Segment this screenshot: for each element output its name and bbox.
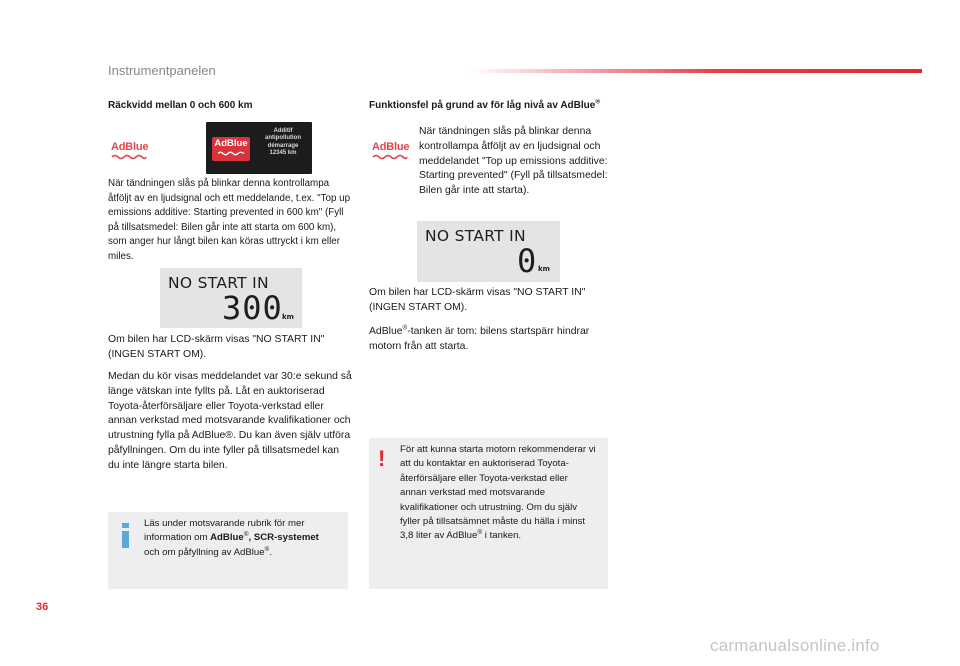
left-paragraph-1: När tändningen slås på blinkar denna kontrollampa åtföljt av en ljudsignal och ett meddelande, t.ex. "Top up emissions additive: Starting prevented in 600 km" (Fyll på tillsatsmedel: Bilen går inte att starta om 600 km), som anger hur långt bilen kan köras uttryckt i km eller miles. <box>108 178 351 262</box>
info-text-bold: AdBlue <box>210 532 244 544</box>
lcd-label: NO START IN <box>425 227 526 245</box>
right-heading <box>369 100 600 111</box>
lcd-label: NO START IN <box>168 274 269 292</box>
watermark: carmanualsonline.info <box>710 636 880 655</box>
info-text-part: och om påfyllning av AdBlue <box>144 546 265 558</box>
lcd-value: 300 <box>222 289 283 327</box>
right-paragraph-2: Om bilen har LCD-skärm visas "NO START IN" (INGEN START OM). <box>369 287 586 313</box>
adblue-logo-text: AdBlue <box>372 141 410 153</box>
lcd-value: 0 <box>517 242 538 280</box>
right-paragraph-3 <box>369 325 595 355</box>
dashboard-line: Additif <box>273 128 293 134</box>
registered-mark: ® <box>477 529 483 537</box>
dashboard-message <box>256 128 310 158</box>
warning-text-part: i tanken. <box>482 530 522 542</box>
registered-mark: ® <box>243 531 249 539</box>
right-heading-text: Funktionsfel på grund av för låg nivå av AdBlue <box>369 100 596 111</box>
adblue-logo-text: AdBlue <box>111 141 149 153</box>
warning-text-part: För att kunna starta motorn rekommenderar vi att du kontaktar en auktoriserad Toyota-återförsäljare eller Toyota-verkstad eller annan verkstad med motsvarande kvalifikationer och utrustning. Om du själv fyller på tillsatsämnet måste du hälla i minst 3,8 liter av AdBlue <box>400 444 596 542</box>
lcd-unit: km <box>538 265 550 273</box>
page-number: 36 <box>36 601 49 613</box>
left-paragraph-3: Medan du kör visas meddelandet var 30:e sekund så länge vätskan inte fyllts på. Låt en auktoriserad Toyota-återförsäljare eller Toyota-verkstad eller annan verkstad med motsvarande kvalifikationer och utrustning fylla på AdBlue®. Du kan även själv utföra påfyllningen. Om du inte fyller på tillsatsmedel kan du inte längre starta bilen. <box>108 371 352 471</box>
left-heading: Räckvidd mellan 0 och 600 km <box>108 100 253 111</box>
paragraph-part: -tanken är tom: bilens startspärr hindrar motorn från att starta. <box>369 326 590 352</box>
dashboard-adblue-badge-text: AdBlue <box>214 138 248 149</box>
adblue-wave-icon <box>111 154 147 160</box>
lcd-display-0 <box>417 221 560 282</box>
right-paragraph-1: När tändningen slås på blinkar denna kontrollampa åtföljt av en ljudsignal och meddelandet "Top up emissions additive: Starting prevented" (Fyll på tillsatsmedel: Bilen går inte att starta). <box>419 126 608 197</box>
registered-mark: ® <box>264 545 270 553</box>
info-icon <box>119 523 133 549</box>
info-text <box>144 517 336 560</box>
dashboard-line: démarrage <box>267 142 299 149</box>
registered-mark: ® <box>402 324 408 332</box>
adblue-wave-icon <box>372 154 408 160</box>
lcd-display-300 <box>160 268 302 328</box>
lcd-unit: km <box>282 313 294 321</box>
info-text-bold: , SCR-systemet <box>248 532 319 544</box>
left-paragraph-2: Om bilen har LCD-skärm visas "NO START IN" (INGEN START OM). <box>108 334 325 360</box>
header-accent-line <box>470 69 922 73</box>
dashboard-adblue-badge <box>212 137 250 161</box>
registered-mark: ® <box>595 98 601 106</box>
dashboard-line: antipollution <box>265 135 301 142</box>
warning-text <box>400 443 596 544</box>
info-box <box>108 512 348 589</box>
warning-box <box>369 438 608 589</box>
dashboard-line: 12345 km <box>269 150 297 157</box>
adblue-warning-icon <box>111 137 148 160</box>
paragraph-part: AdBlue <box>369 326 403 337</box>
dashboard-wave-icon <box>217 151 245 156</box>
section-title: Instrumentpanelen <box>108 63 216 78</box>
dashboard-display-image <box>206 122 312 174</box>
adblue-warning-icon-right <box>372 137 409 160</box>
info-text-part: Läs under motsvarande rubrik för mer information om <box>144 518 305 544</box>
exclamation-warning-icon: ! <box>378 446 386 471</box>
info-text-part: . <box>269 546 272 558</box>
